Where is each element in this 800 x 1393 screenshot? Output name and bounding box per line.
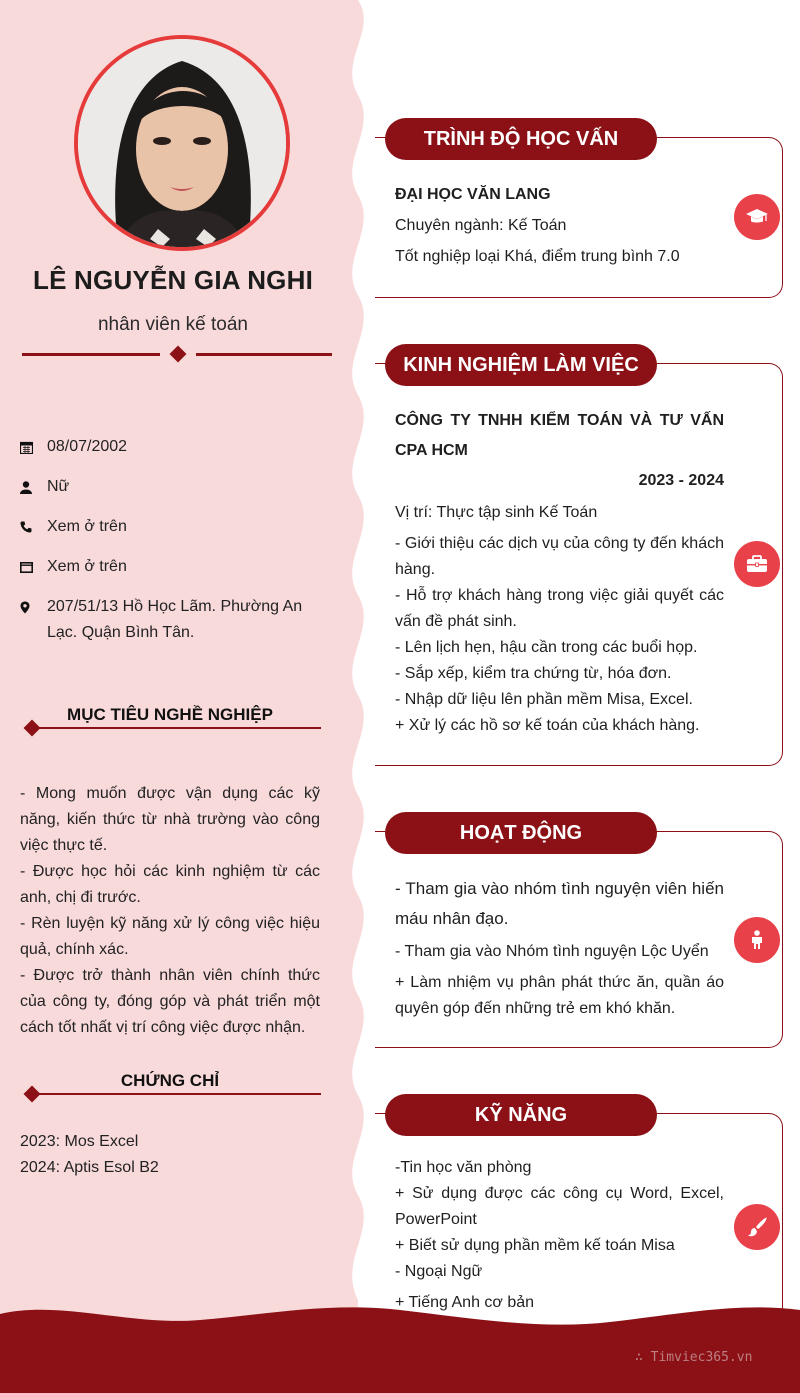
education-content bbox=[395, 182, 724, 270]
activities-content bbox=[395, 874, 724, 1022]
experience-duty: - Sắp xếp, kiểm tra chứng từ, hóa đơn. bbox=[395, 665, 672, 682]
skill-line: + Tiếng Anh cơ bản bbox=[395, 1294, 535, 1311]
user-icon bbox=[20, 474, 47, 500]
certificates-list bbox=[20, 1129, 320, 1181]
objective-line: - Được trở thành nhân viên chính thức của công ty, đóng góp và phát triển một cách tốt nhất vị trí công việc được nhận. bbox=[20, 967, 320, 1036]
experience-duty: - Nhập dữ liệu lên phần mềm Misa, Excel. bbox=[395, 691, 693, 708]
school-name: ĐẠI HỌC VĂN LANG bbox=[395, 186, 551, 203]
skill-line: -Tin học văn phòng bbox=[395, 1159, 532, 1176]
name-divider-right bbox=[196, 353, 332, 356]
email-icon bbox=[20, 554, 47, 580]
contact-email bbox=[20, 554, 322, 580]
activity-line: + Làm nhiệm vụ phân phát thức ăn, quần áo quyên góp đến những trẻ em khó khăn. bbox=[395, 974, 724, 1017]
graduation-cap-icon bbox=[734, 194, 780, 240]
profile-photo bbox=[74, 35, 290, 251]
objective-line: - Mong muốn được vận dụng các kỹ năng, kiến thức từ nhà trường vào công việc thực tế. bbox=[20, 785, 320, 854]
experience-period: 2023 - 2024 bbox=[638, 472, 724, 489]
experience-duty: - Giới thiệu các dịch vụ của công ty đến khách hàng. bbox=[395, 535, 724, 578]
contact-text: 08/07/2002 bbox=[47, 438, 128, 455]
contact-text: Nữ bbox=[47, 478, 70, 495]
education-grade: Tốt nghiệp loại Khá, điểm trung bình 7.0 bbox=[395, 248, 680, 265]
education-major: Chuyên ngành: Kế Toán bbox=[395, 217, 567, 234]
person-icon bbox=[734, 917, 780, 963]
candidate-title: nhân viên kế toán bbox=[97, 314, 248, 335]
objective-line: - Được học hỏi các kinh nghiệm từ các anh, chị đi trước. bbox=[20, 863, 320, 906]
certificate-item: 2024: Aptis Esol B2 bbox=[20, 1159, 159, 1176]
calendar-icon bbox=[20, 434, 47, 460]
phone-icon bbox=[20, 514, 47, 540]
contact-birthdate bbox=[20, 434, 322, 460]
company-name: CÔNG TY TNHH KIỂM TOÁN VÀ TƯ VẤN CPA HCM bbox=[395, 412, 724, 459]
objective-text bbox=[20, 781, 320, 1041]
paint-brush-icon bbox=[734, 1204, 780, 1250]
experience-duty: - Hỗ trợ khách hàng trong việc giải quyết các vấn đề phát sinh. bbox=[395, 587, 724, 630]
contact-address bbox=[20, 594, 322, 646]
skills-content bbox=[395, 1155, 724, 1316]
name-divider-left bbox=[22, 353, 160, 356]
contact-text: Xem ở trên bbox=[47, 518, 127, 535]
objective-underline bbox=[33, 727, 321, 729]
candidate-name: LÊ NGUYỄN GIA NGHI bbox=[33, 265, 313, 295]
contact-text: Xem ở trên bbox=[47, 558, 127, 575]
skill-line: + Biết sử dụng phần mềm kế toán Misa bbox=[395, 1237, 675, 1254]
briefcase-icon bbox=[734, 541, 780, 587]
skills-heading: KỸ NĂNG bbox=[385, 1094, 657, 1136]
footer-wave bbox=[0, 1300, 800, 1393]
contact-phone bbox=[20, 514, 322, 540]
skill-line: - Ngoại Ngữ bbox=[395, 1263, 483, 1280]
watermark: ∴ Timviec365.vn bbox=[635, 1350, 753, 1365]
contact-text: 207/51/13 Hồ Học Lãm. Phường An Lạc. Quận Bình Tân. bbox=[47, 598, 303, 641]
experience-heading: KINH NGHIỆM LÀM VIỆC bbox=[385, 344, 657, 386]
education-heading: TRÌNH ĐỘ HỌC VẤN bbox=[385, 118, 657, 160]
certificates-heading: CHỨNG CHỈ bbox=[120, 1071, 220, 1090]
contact-gender bbox=[20, 474, 322, 500]
experience-duty: + Xử lý các hồ sơ kế toán của khách hàng. bbox=[395, 717, 700, 734]
experience-position: Vị trí: Thực tập sinh Kế Toán bbox=[395, 504, 598, 521]
objective-line: - Rèn luyện kỹ năng xử lý công việc hiệu quả, chính xác. bbox=[20, 915, 320, 958]
activities-heading: HOẠT ĐỘNG bbox=[385, 812, 657, 854]
experience-duty: - Lên lịch hẹn, hậu cần trong các buổi họp. bbox=[395, 639, 698, 656]
objective-heading: MỤC TIÊU NGHỀ NGHIỆP bbox=[67, 705, 273, 724]
experience-content bbox=[395, 406, 724, 739]
activity-line: - Tham gia vào nhóm tình nguyện viên hiến máu nhân đạo. bbox=[395, 879, 724, 928]
skill-line: + Sử dụng được các công cụ Word, Excel, PowerPoint bbox=[395, 1185, 724, 1228]
certificate-item: 2023: Mos Excel bbox=[20, 1133, 139, 1150]
activity-line: - Tham gia vào Nhóm tình nguyện Lộc Uyển bbox=[395, 943, 709, 960]
certificates-underline bbox=[33, 1093, 321, 1095]
location-icon bbox=[20, 594, 47, 620]
